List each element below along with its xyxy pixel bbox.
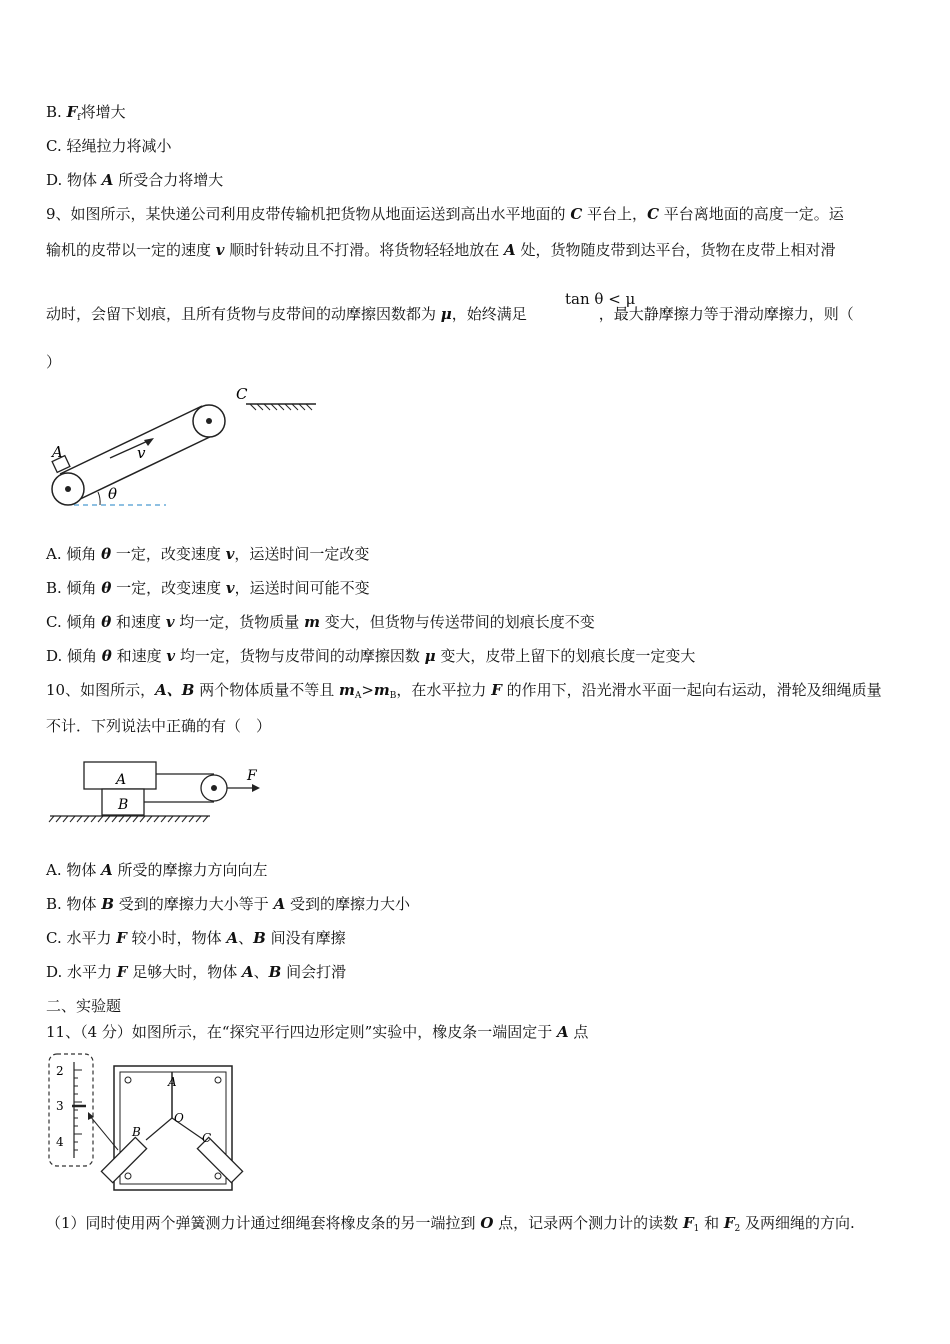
var-a: A: [557, 1023, 569, 1041]
q10-option-b: [46, 894, 410, 914]
option-text: 所受合力将增大: [113, 171, 224, 189]
var-f: F: [682, 1214, 694, 1232]
var-c: C: [570, 205, 583, 223]
text: B. 物体: [46, 895, 102, 913]
text: 一定，改变速度: [111, 579, 226, 597]
var-v: v: [165, 613, 175, 631]
option-text: 将增大: [80, 103, 126, 121]
scale-ticks: [74, 1070, 82, 1150]
q9-stem-line3: [46, 304, 854, 324]
var-v: v: [215, 241, 225, 259]
text: 较小时，物体: [126, 929, 227, 947]
var-a: A: [242, 963, 254, 981]
q10-stem-line2: 不计．下列说法中正确的有（ ）: [46, 717, 272, 735]
subscript: B: [389, 691, 397, 701]
var-a: A: [504, 241, 516, 259]
text: 、: [238, 929, 254, 947]
belt-upper: [60, 406, 202, 474]
scale-label-4: 4: [56, 1135, 64, 1149]
section-heading: 二、实验题: [46, 997, 122, 1015]
force-board-figure: [44, 1050, 244, 1200]
text: 平台上，: [582, 205, 648, 223]
q9-stem-line2: [46, 240, 835, 260]
var-c: C: [647, 205, 660, 223]
text: 及两细绳的方向.: [740, 1214, 855, 1232]
q9-option-d: [46, 646, 695, 666]
text: 9、如图所示，某快递公司利用皮带传输机把货物从地面运送到高出水平地面的: [46, 205, 571, 223]
label-a: A: [52, 443, 63, 461]
text: D. 水平力: [46, 963, 117, 981]
label-a: A: [168, 1075, 177, 1089]
text: ，运送时间一定改变: [234, 545, 370, 563]
text: 平台离地面的高度一定。运: [659, 205, 844, 223]
subscript: A: [354, 691, 362, 701]
text: 点，记录两个测力计的读数: [493, 1214, 683, 1232]
platform-hatching: [250, 404, 312, 410]
var-f: F: [491, 681, 502, 699]
text: 的作用下，沿光滑水平面一起向右运动，滑轮及细绳质量: [501, 681, 882, 699]
q8-option-b: [46, 102, 126, 128]
label-b: B: [118, 797, 129, 813]
var-a: A: [226, 929, 239, 947]
text: 受到的摩擦力大小: [285, 895, 410, 913]
label-f: F: [247, 768, 257, 784]
q11-sub1: [46, 1213, 855, 1239]
conveyor-belt-figure: [44, 378, 324, 512]
text: ，最大静摩擦力等于滑动摩擦力，则（: [598, 305, 854, 323]
var-theta: θ: [101, 613, 112, 631]
q9-option-b: [46, 578, 370, 598]
text: C. 倾角: [46, 613, 102, 631]
var-b: B: [253, 929, 266, 947]
text: 和速度: [111, 647, 167, 665]
var-theta: θ: [101, 579, 112, 597]
text: 均一定，货物与皮带间的动摩擦因数: [175, 647, 425, 665]
var-b: B: [101, 895, 115, 913]
text: 处，货物随皮带到达平台，货物在皮带上相对滑: [515, 241, 836, 259]
text: 、: [253, 963, 269, 981]
q11-stem: [46, 1022, 588, 1042]
text: 输机的皮带以一定的速度: [46, 241, 216, 259]
var-f: F: [66, 103, 78, 121]
pulley-axle: [211, 785, 217, 791]
text: 所受的摩擦力方向向左: [112, 861, 268, 879]
text: 间没有摩擦: [265, 929, 346, 947]
text: ，始终满足: [451, 305, 527, 323]
subscript: 1: [693, 1224, 700, 1234]
var-o: O: [480, 1214, 494, 1232]
label-c: C: [236, 385, 248, 403]
label-v: v: [137, 444, 146, 462]
var-v: v: [166, 647, 176, 665]
text: 10、如图所示，: [46, 681, 156, 699]
text: （1）同时使用两个弹簧测力计通过细绳套将橡皮条的另一端拉到: [46, 1214, 481, 1232]
blocks-pulley-figure: [44, 754, 274, 826]
var-m: m: [373, 681, 390, 699]
var-a: A: [273, 895, 286, 913]
q10-option-c: [46, 928, 346, 948]
var-f: F: [723, 1214, 735, 1232]
var-mu: μ: [424, 647, 436, 665]
var-theta: θ: [101, 545, 112, 563]
arrowhead: [144, 438, 154, 446]
q9-option-c: [46, 612, 595, 632]
label-b: B: [132, 1125, 141, 1139]
text: 两个物体质量不等且: [194, 681, 339, 699]
text: 和速度: [111, 613, 166, 631]
q8-option-c: C. 轻绳拉力将减小: [46, 137, 172, 155]
text: 受到的摩擦力大小等于: [114, 895, 274, 913]
text: 足够大时，物体: [127, 963, 242, 981]
label-c: C: [202, 1131, 212, 1145]
q9-option-a: [46, 544, 369, 564]
text: A. 物体: [46, 861, 102, 879]
q9-stem-line4: ）: [46, 353, 62, 371]
var-theta: θ: [101, 647, 112, 665]
var-m: m: [304, 613, 320, 631]
var-mu: μ: [440, 305, 452, 323]
text: B. 倾角: [46, 579, 102, 597]
text: >: [361, 681, 374, 699]
text: 和: [699, 1214, 724, 1232]
text: ，运送时间可能不变: [234, 579, 370, 597]
var-v: v: [225, 545, 235, 563]
var-b: B: [268, 963, 282, 981]
text: 变大，但货物与传送带间的划痕长度不变: [319, 613, 595, 631]
option-prefix: B.: [46, 103, 67, 121]
q8-option-d: [46, 170, 223, 190]
label-a: A: [116, 772, 127, 788]
text: D. 倾角: [46, 647, 102, 665]
text: 均一定，货物质量: [174, 613, 305, 631]
var-ab: A、B: [155, 681, 195, 699]
text: 间会打滑: [281, 963, 347, 981]
text: ，在水平拉力: [396, 681, 492, 699]
angle-arc: [98, 492, 100, 505]
pulley-axle: [65, 486, 71, 492]
text: C. 水平力: [46, 929, 117, 947]
text: 点: [568, 1023, 589, 1041]
ground-hatching: [49, 816, 208, 822]
pulley-axle: [206, 418, 212, 424]
label-theta: θ: [108, 485, 118, 503]
text: A. 倾角: [46, 545, 102, 563]
option-prefix: D. 物体: [46, 171, 102, 189]
var-a: A: [101, 861, 113, 879]
text: 动时，会留下划痕，且所有货物与皮带间的动摩擦因数都为: [46, 305, 441, 323]
text: 11、（4 分）如图所示，在“探究平行四边形定则”实验中，橡皮条一端固定于: [46, 1023, 558, 1041]
var-v: v: [225, 579, 235, 597]
q9-stem-line1: [46, 204, 844, 224]
var-a: A: [101, 171, 114, 189]
scale-label-2: 2: [56, 1064, 64, 1078]
q10-option-a: [46, 860, 268, 880]
arrowhead: [252, 784, 260, 792]
var-m: m: [338, 681, 355, 699]
text: 变大，皮带上留下的划痕长度一定变大: [435, 647, 696, 665]
q10-stem-line1: [46, 680, 882, 706]
subscript: f: [77, 113, 81, 123]
subscript: 2: [734, 1224, 741, 1234]
label-o: O: [174, 1111, 184, 1125]
text: 一定，改变速度: [111, 545, 226, 563]
scale-label-3: 3: [56, 1099, 64, 1113]
q10-option-d: [46, 962, 346, 982]
inequality-formula: tan θ < μ: [565, 290, 636, 308]
text: 顺时针转动且不打滑。将货物轻轻地放在: [224, 241, 505, 259]
var-f: F: [116, 963, 128, 981]
var-f: F: [116, 929, 127, 947]
